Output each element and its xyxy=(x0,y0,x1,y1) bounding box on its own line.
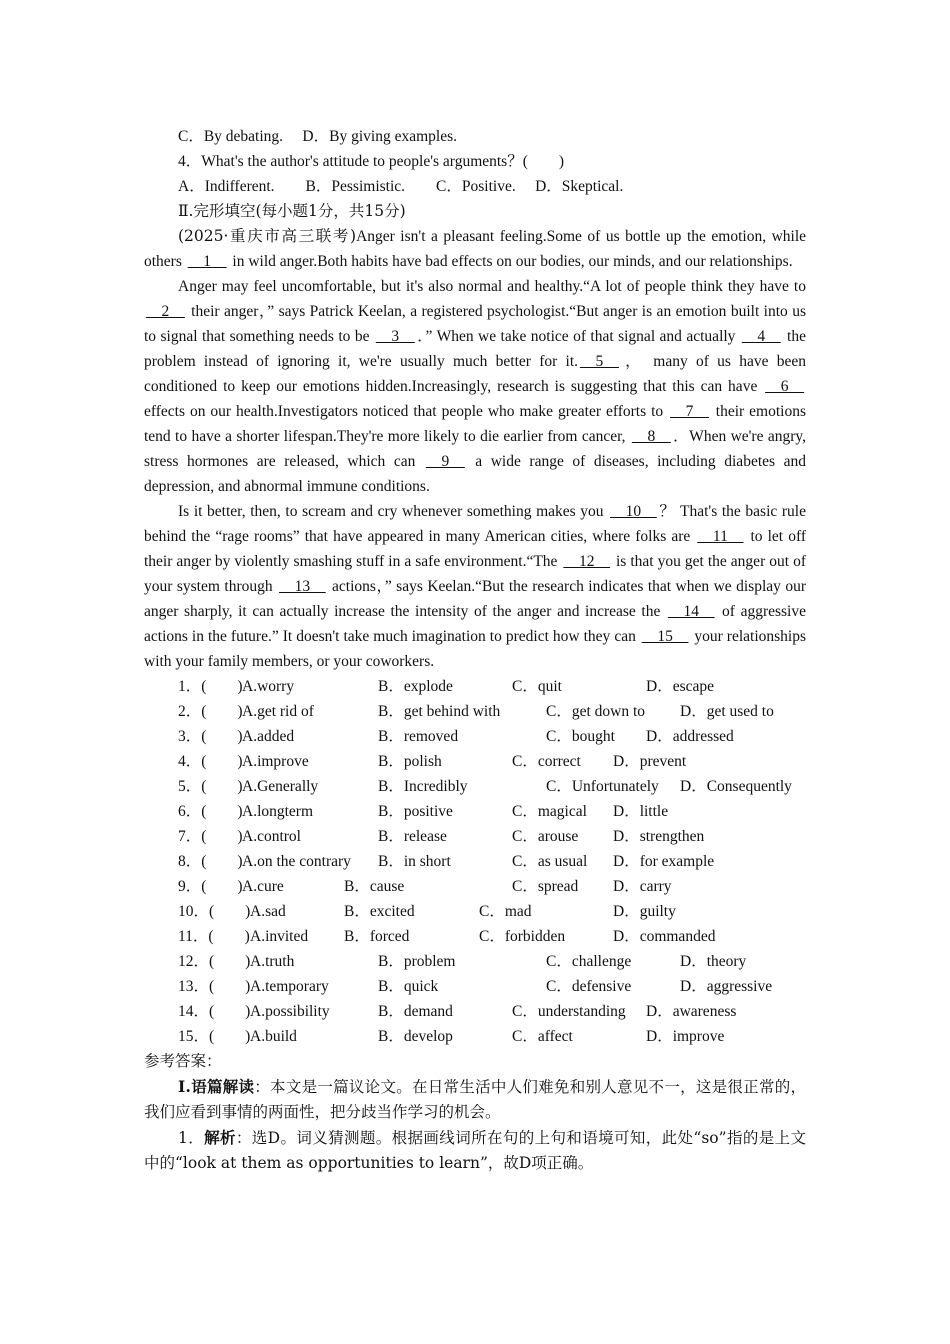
q3-options-cd: C．By debating. D．By giving examples. xyxy=(178,128,457,145)
text-run: your relationships with your family members, or your coworkers. xyxy=(144,628,806,670)
option-c[interactable]: C．spread xyxy=(512,878,579,895)
text-run: Anger may feel uncomfortable, but it's also normal and healthy.“A lot of people think they have to xyxy=(178,278,806,295)
option-c[interactable]: C．bought xyxy=(546,728,615,745)
option-a[interactable]: A.worry xyxy=(242,678,295,695)
answer-label: Ⅰ.语篇解读 xyxy=(178,1077,255,1096)
text-run: ．When we're angry, stress hormones are released, which can xyxy=(144,428,807,470)
option-a[interactable]: A.sad xyxy=(250,903,286,920)
option-b[interactable]: B．removed xyxy=(378,728,459,745)
question-number: 12．( ) xyxy=(178,953,251,970)
text-run: their anger，” says Patrick Keelan, a registered psychologist.“But anger is an emotion built into us to signal that something needs to be xyxy=(144,303,806,345)
cloze-heading: Ⅱ.完形填空(每小题1分，共15分) xyxy=(178,202,406,220)
blank-4: __4__ xyxy=(741,328,781,345)
q4-options: A．Indifferent. B．Pessimistic. C．Positive. D．Skeptical. xyxy=(178,178,624,195)
text-run: of aggressive actions in the future.” It doesn't take much imagination to predict how they can xyxy=(144,603,806,645)
question-row xyxy=(144,1024,806,1049)
blank-2: __2__ xyxy=(146,303,185,320)
blank-1: __1__ xyxy=(187,253,227,270)
option-c[interactable]: C．challenge xyxy=(546,953,632,970)
question-number: 8．( ) xyxy=(178,853,243,870)
option-a[interactable]: A.get rid of xyxy=(242,703,314,720)
question-row xyxy=(144,774,806,799)
source-tag: (2025·重庆市高三联考) xyxy=(178,227,357,245)
option-c[interactable]: C．forbidden xyxy=(479,928,566,945)
question-row xyxy=(144,749,806,774)
question-number: 11．( ) xyxy=(178,928,250,945)
option-c[interactable]: C．correct xyxy=(512,753,581,770)
option-b[interactable]: B．quick xyxy=(378,978,439,995)
option-c[interactable]: C．get down to xyxy=(546,703,646,720)
question-row xyxy=(144,949,806,974)
text-run: in wild anger.Both habits have bad effects on our bodies, our minds, and our relationships. xyxy=(228,253,793,270)
question-row xyxy=(144,999,806,1024)
blank-10: __10__ xyxy=(610,503,657,520)
question-row xyxy=(144,849,806,874)
question-row xyxy=(144,799,806,824)
question-number: 1．( ) xyxy=(178,678,243,695)
text-run: ？ That's the basic rule behind the “rage rooms” that have appeared in many American cities, where folks are xyxy=(144,503,806,545)
question-number: 9．( ) xyxy=(178,878,243,895)
text-run: actions，” says Keelan.“But the research indicates that when we display our anger sharply, it can actually increase the intensity of the anger and increase the xyxy=(144,578,806,620)
cloze-paragraph-3 xyxy=(144,499,806,674)
question-row xyxy=(144,874,806,899)
option-d[interactable]: D．strengthen xyxy=(613,828,705,845)
text-run: ， many of us have been conditioned to keep our emotions hidden.Increasingly, research is suggesting that this can have xyxy=(144,353,806,395)
question-row xyxy=(144,699,806,724)
option-a[interactable]: A.temporary xyxy=(250,978,329,995)
option-d[interactable]: D．guilty xyxy=(613,903,676,920)
question-number: 6．( ) xyxy=(178,803,243,820)
question-row xyxy=(144,724,806,749)
option-b[interactable]: B．Incredibly xyxy=(378,778,468,795)
option-d[interactable]: D．escape xyxy=(646,678,714,695)
blank-11: __11__ xyxy=(697,528,744,545)
answer-text: ：选D。词义猜测题。根据画线词所在句的上句和语境可知，此处“so”指的是上文中的“look at them as opportunities to learn”，故D项正确。 xyxy=(144,1129,806,1172)
option-d[interactable]: D．awareness xyxy=(646,1003,737,1020)
blank-5: __5__ xyxy=(580,353,619,370)
answer-1 xyxy=(144,1125,806,1176)
question-list xyxy=(144,674,806,1049)
question-number: 10．( ) xyxy=(178,903,251,920)
blank-12: __12__ xyxy=(563,553,610,570)
option-a[interactable]: A.truth xyxy=(250,953,295,970)
option-d[interactable]: D．aggressive xyxy=(680,978,773,995)
blank-8: __8__ xyxy=(631,428,671,445)
option-d[interactable]: D．Consequently xyxy=(680,778,792,795)
blank-7: __7__ xyxy=(670,403,709,420)
option-d[interactable]: D．commanded xyxy=(613,928,716,945)
option-a[interactable]: A.on the contrary xyxy=(242,853,351,870)
question-number: 5．( ) xyxy=(178,778,243,795)
answer-text: ：本文是一篇议论文。在日常生活中人们难免和别人意见不一，这是很正常的，我们应看到事情的两面性，把分歧当作学习的机会。 xyxy=(144,1078,806,1121)
q4-stem: 4．What's the author's attitude to people's arguments？( ) xyxy=(178,153,565,170)
option-b[interactable]: B．positive xyxy=(378,803,453,820)
option-a[interactable]: A.invited xyxy=(250,928,309,945)
text-run: is that you get the anger out of your system through xyxy=(144,553,806,595)
cloze-paragraph-2 xyxy=(144,274,806,499)
option-b[interactable]: B．excited xyxy=(344,903,415,920)
option-d[interactable]: D．get used to xyxy=(680,703,774,720)
text-run: ．” When we take notice of that signal and actually xyxy=(416,328,740,345)
option-d[interactable]: D．theory xyxy=(680,953,747,970)
text-run: effects on our health.Investigators noticed that people who make greater efforts to xyxy=(144,403,669,420)
answer-passage-analysis xyxy=(144,1074,806,1125)
text-run: the problem instead of ignoring it, we're usually much better for it. xyxy=(144,328,806,370)
question-row xyxy=(144,899,806,924)
option-d[interactable]: D．prevent xyxy=(613,753,687,770)
document-page xyxy=(144,124,806,1176)
option-b[interactable]: B．in short xyxy=(378,853,451,870)
option-b[interactable]: B．develop xyxy=(378,1028,453,1045)
blank-13: __13__ xyxy=(279,578,326,595)
option-a[interactable]: A.improve xyxy=(242,753,309,770)
option-b[interactable]: B．polish xyxy=(378,753,442,770)
blank-6: __6__ xyxy=(765,378,804,395)
option-c[interactable]: C．magical xyxy=(512,803,587,820)
option-d[interactable]: D．improve xyxy=(646,1028,725,1045)
option-b[interactable]: B．explode xyxy=(378,678,453,695)
option-d[interactable]: D．for example xyxy=(613,853,715,870)
option-b[interactable]: B．cause xyxy=(344,878,405,895)
option-a[interactable]: A.Generally xyxy=(242,778,319,795)
option-b[interactable]: B．get behind with xyxy=(378,703,501,720)
option-d[interactable]: D．carry xyxy=(613,878,672,895)
option-a[interactable]: A.build xyxy=(250,1028,297,1045)
cloze-paragraph-1 xyxy=(144,224,806,274)
question-number: 13．( ) xyxy=(178,978,251,995)
blank-15: __15__ xyxy=(641,628,689,645)
question-number: 7．( ) xyxy=(178,828,243,845)
option-d[interactable]: D．little xyxy=(613,803,669,820)
question-number: 14．( ) xyxy=(178,1003,251,1020)
text-run: a wide range of diseases, including diabetes and depression, and abnormal immune conditions. xyxy=(144,453,806,495)
option-b[interactable]: B．release xyxy=(378,828,447,845)
option-a[interactable]: A.added xyxy=(242,728,295,745)
question-row xyxy=(144,974,806,999)
answer-label: 解析 xyxy=(204,1128,236,1147)
answer-number: 1． xyxy=(178,1129,205,1147)
question-number: 15．( ) xyxy=(178,1028,251,1045)
blank-14: __14__ xyxy=(667,603,715,620)
option-b[interactable]: B．problem xyxy=(378,953,456,970)
option-c[interactable]: C．quit xyxy=(512,678,562,695)
option-c[interactable]: C．understanding xyxy=(512,1003,626,1020)
question-row xyxy=(144,924,806,949)
option-a[interactable]: A.longterm xyxy=(242,803,314,820)
option-a[interactable]: A.possibility xyxy=(250,1003,330,1020)
option-c[interactable]: C．as usual xyxy=(512,853,588,870)
blank-9: __9__ xyxy=(425,453,465,470)
option-a[interactable]: A.control xyxy=(242,828,301,845)
option-b[interactable]: B．forced xyxy=(344,928,410,945)
option-c[interactable]: C．arouse xyxy=(512,828,579,845)
question-number: 3．( ) xyxy=(178,728,243,745)
option-c[interactable]: C．affect xyxy=(512,1028,573,1045)
option-c[interactable]: C．mad xyxy=(479,903,532,920)
question-row xyxy=(144,824,806,849)
text-run: to let off their anger by violently smashing stuff in a safe environment.“The xyxy=(144,528,806,570)
question-number: 4．( ) xyxy=(178,753,243,770)
option-a[interactable]: A.cure xyxy=(242,878,284,895)
text-run: Is it better, then, to scream and cry whenever something makes you xyxy=(178,503,609,520)
option-d[interactable]: D．addressed xyxy=(646,728,734,745)
text-run: their emotions tend to have a shorter lifespan.They're more likely to die earlier from cancer, xyxy=(144,403,806,445)
blank-3: __3__ xyxy=(375,328,415,345)
option-c[interactable]: C．Unfortunately xyxy=(546,778,659,795)
text-run: Anger isn't a pleasant feeling.Some of us bottle up the emotion, while others xyxy=(144,228,807,270)
question-row xyxy=(144,674,806,699)
answers-heading: 参考答案： xyxy=(144,1052,222,1070)
option-c[interactable]: C．defensive xyxy=(546,978,632,995)
question-number: 2．( ) xyxy=(178,703,243,720)
option-b[interactable]: B．demand xyxy=(378,1003,453,1020)
